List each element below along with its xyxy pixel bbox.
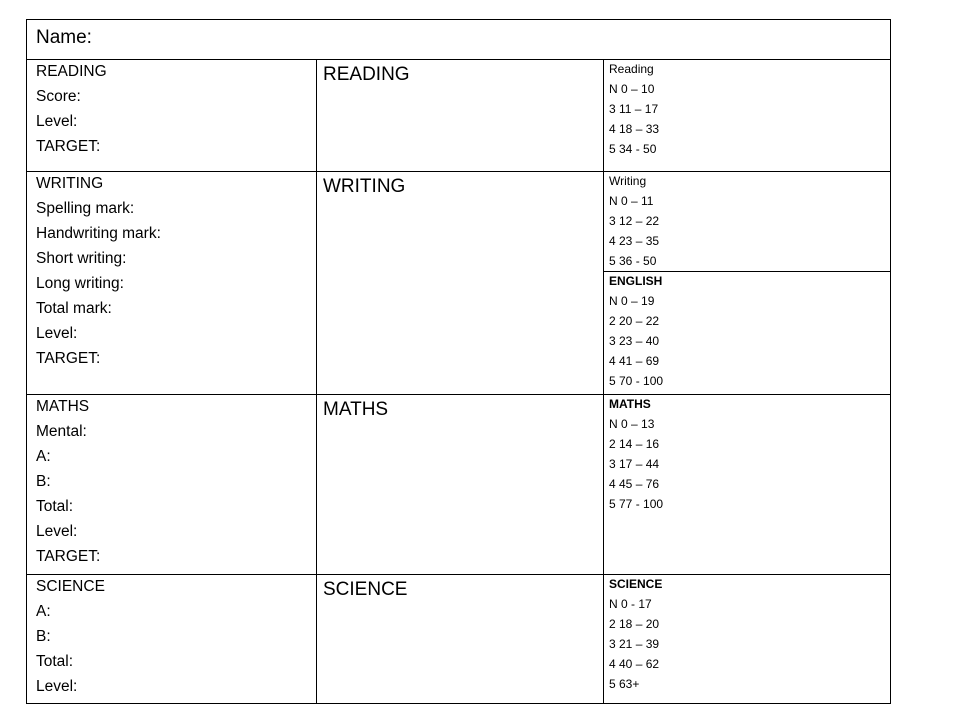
grid-line (603, 59, 604, 704)
writing-middle-cell[interactable] (316, 171, 603, 394)
science-b-field[interactable]: B: (36, 628, 51, 645)
maths-subject-label: MATHS (36, 398, 90, 415)
grid-line (26, 19, 891, 20)
reading-level-field[interactable]: Level: (36, 113, 78, 130)
score-row: 4 18 – 33 (609, 122, 660, 136)
writing-score-table (603, 171, 890, 271)
score-row: N 0 – 10 (609, 82, 655, 96)
maths-score-title: MATHS (609, 397, 651, 411)
reading-score-field[interactable]: Score: (36, 88, 81, 105)
maths-middle-cell[interactable] (316, 394, 603, 574)
score-row: 3 17 – 44 (609, 457, 660, 471)
writing-left-cell (26, 171, 316, 394)
reading-middle-title: READING (323, 64, 410, 85)
grid-line (26, 59, 891, 60)
score-row: 2 14 – 16 (609, 437, 660, 451)
score-row: 2 18 – 20 (609, 617, 660, 631)
score-row: N 0 – 11 (609, 194, 654, 208)
writing-level-field[interactable]: Level: (36, 325, 78, 342)
reading-middle-cell[interactable] (316, 59, 603, 171)
grid-line (26, 703, 891, 704)
science-total-field[interactable]: Total: (36, 653, 74, 670)
english-score-title: ENGLISH (609, 274, 663, 288)
maths-mental-field[interactable]: Mental: (36, 423, 87, 440)
science-middle-cell[interactable] (316, 574, 603, 704)
score-row: 3 23 – 40 (609, 334, 660, 348)
writing-handwriting-field[interactable]: Handwriting mark: (36, 225, 161, 242)
science-score-title: SCIENCE (609, 577, 663, 591)
score-row: 4 40 – 62 (609, 657, 660, 671)
maths-a-field[interactable]: A: (36, 448, 51, 465)
grid-line (26, 171, 891, 172)
science-score-table (603, 574, 890, 704)
science-a-field[interactable]: A: (36, 603, 51, 620)
score-row: 3 21 – 39 (609, 637, 660, 651)
writing-spelling-field[interactable]: Spelling mark: (36, 200, 135, 217)
maths-level-field[interactable]: Level: (36, 523, 78, 540)
reading-subject-label: READING (36, 63, 107, 80)
writing-score-title: Writing (609, 174, 647, 188)
score-row: 3 12 – 22 (609, 214, 660, 228)
maths-target-field[interactable]: TARGET: (36, 548, 101, 565)
writing-subject-label: WRITING (36, 175, 104, 192)
score-row: 4 41 – 69 (609, 354, 660, 368)
maths-left-cell (26, 394, 316, 574)
reading-target-field[interactable]: TARGET: (36, 138, 101, 155)
writing-target-field[interactable]: TARGET: (36, 350, 101, 367)
science-level-field[interactable]: Level: (36, 678, 78, 695)
grid-line (26, 19, 27, 704)
name-row (26, 19, 890, 59)
score-row: 5 34 - 50 (609, 142, 657, 156)
score-row: 2 20 – 22 (609, 314, 660, 328)
grid-line (603, 271, 891, 272)
score-row: 3 11 – 17 (609, 102, 659, 116)
maths-middle-title: MATHS (323, 399, 389, 420)
science-subject-label: SCIENCE (36, 578, 105, 595)
grid-line (26, 394, 891, 395)
maths-score-table (603, 394, 890, 574)
science-left-cell (26, 574, 316, 704)
score-row: 5 63+ (609, 677, 640, 691)
writing-middle-title: WRITING (323, 176, 406, 197)
english-score-table (603, 271, 890, 394)
grid-line (316, 59, 317, 704)
maths-b-field[interactable]: B: (36, 473, 51, 490)
score-row: 4 23 – 35 (609, 234, 660, 248)
score-row: 5 77 - 100 (609, 497, 664, 511)
score-row: N 0 – 13 (609, 417, 655, 431)
reading-left-cell (26, 59, 316, 171)
writing-total-field[interactable]: Total mark: (36, 300, 112, 317)
writing-long-field[interactable]: Long writing: (36, 275, 124, 292)
score-row: N 0 - 17 (609, 597, 652, 611)
grid-line (26, 574, 891, 575)
grid-line (890, 19, 891, 704)
score-row: 4 45 – 76 (609, 477, 660, 491)
name-label[interactable]: Name: (36, 27, 92, 48)
score-row: N 0 – 19 (609, 294, 655, 308)
reading-score-title: Reading (609, 62, 654, 76)
maths-total-field[interactable]: Total: (36, 498, 74, 515)
reading-score-table (603, 59, 890, 171)
score-row: 5 70 - 100 (609, 374, 664, 388)
science-middle-title: SCIENCE (323, 579, 408, 600)
score-row: 5 36 - 50 (609, 254, 657, 268)
writing-short-field[interactable]: Short writing: (36, 250, 127, 267)
